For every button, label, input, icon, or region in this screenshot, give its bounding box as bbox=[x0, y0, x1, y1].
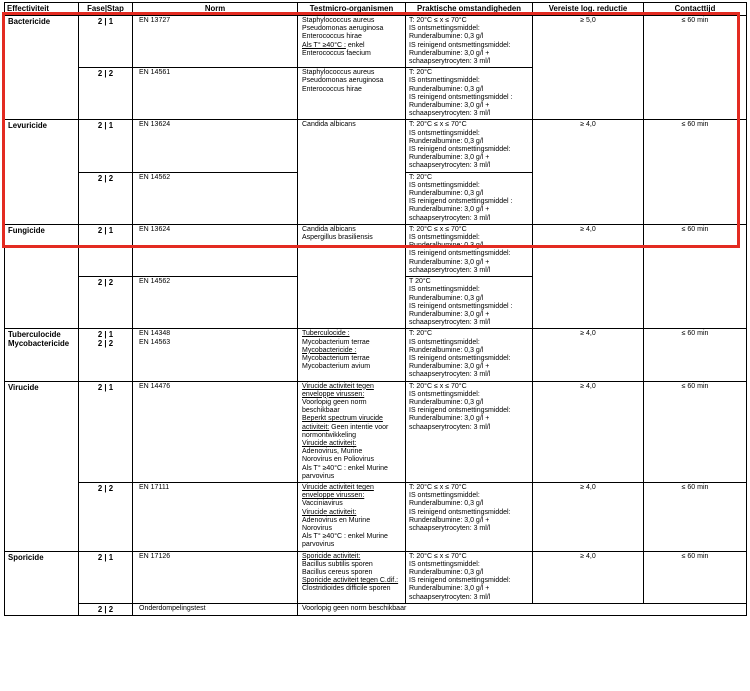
cell-line: schaapserytrocyten: 3 ml/l bbox=[409, 58, 491, 66]
organisms-cell bbox=[298, 381, 406, 482]
contacttijd-cell: ≤ 60 min bbox=[644, 329, 747, 381]
cell-line: Aspergillus brasiliensis bbox=[302, 234, 373, 242]
cell-line: schaapserytrocyten: 3 ml/l bbox=[409, 423, 491, 431]
conditions-cell bbox=[406, 381, 533, 482]
cell-line: IS reinigend ontsmettingsmiddel: bbox=[409, 250, 511, 258]
cell-line bbox=[302, 509, 402, 517]
norm-cell: EN 14476 bbox=[133, 381, 298, 482]
cell-line: T: 20°C ≤ x ≤ 70°C bbox=[409, 382, 467, 390]
norm-cell: EN 13624 bbox=[133, 224, 298, 276]
cell-line bbox=[302, 391, 402, 399]
cell-line bbox=[302, 383, 402, 391]
underlined-text: enveloppe virussen: bbox=[302, 390, 365, 398]
table-row bbox=[5, 120, 747, 172]
reductie-cell: ≥ 5,0 bbox=[533, 16, 644, 120]
reductie-cell: ≥ 4,0 bbox=[533, 482, 644, 551]
cell-line: Staphylococcus aureus bbox=[302, 69, 375, 77]
cell-line: Runderalbumine: 0,3 g/l bbox=[409, 294, 484, 302]
norm-cell bbox=[133, 329, 298, 381]
cell-line: IS ontsmettingsmiddel: bbox=[409, 181, 480, 189]
cell-line bbox=[302, 330, 402, 338]
effectiviteit-cell: Fungicide bbox=[5, 224, 79, 328]
cell-line: IS reinigend ontsmettingsmiddel : bbox=[409, 302, 513, 310]
cell-line: schaapserytrocyten: 3 ml/l bbox=[409, 319, 491, 327]
cell-line: IS ontsmettingsmiddel: bbox=[409, 560, 480, 568]
cell-line: schaapserytrocyten: 3 ml/l bbox=[409, 214, 491, 222]
organisms-cell bbox=[298, 68, 406, 120]
cell-line bbox=[302, 415, 402, 423]
norm-cell: EN 14561 bbox=[133, 68, 298, 120]
cell-line: Bacillus subtilis sporen bbox=[302, 560, 373, 568]
table-row bbox=[5, 381, 747, 482]
cell-line: Enterococcus faecium bbox=[302, 49, 371, 57]
cell-line: Pseudomonas aeruginosa bbox=[302, 77, 384, 85]
reductie-cell: ≥ 4,0 bbox=[533, 120, 644, 224]
cell-line: IS reinigend ontsmettingsmiddel: bbox=[409, 407, 511, 415]
fase-cell: 2 | 1 bbox=[79, 224, 133, 276]
norm-cell: EN 13624 bbox=[133, 120, 298, 172]
cell-line: Als T° ≥40°C : enkel Murine bbox=[302, 533, 388, 541]
fase-cell: 2 | 1 bbox=[79, 120, 133, 172]
effectiviteit-name-tuberculocide: Tuberculocide bbox=[8, 330, 61, 340]
underlined-text: enveloppe virussen: bbox=[302, 492, 365, 500]
underlined-text: Virucide activiteit tegen bbox=[302, 483, 374, 491]
cell-line: T: 20°C ≤ x ≤ 70°C bbox=[409, 17, 467, 24]
norm-cell: EN 13727 bbox=[133, 16, 298, 68]
cell-line: schaapserytrocyten: 3 ml/l bbox=[409, 266, 491, 274]
cell-line: IS reinigend ontsmettingsmiddel : bbox=[409, 93, 513, 101]
cell-line: Runderalbumine: 3,0 g/l + bbox=[409, 516, 490, 524]
contacttijd-cell: ≤ 60 min bbox=[644, 224, 747, 328]
contacttijd-cell: ≤ 60 min bbox=[644, 381, 747, 482]
cell-line: schaapserytrocyten: 3 ml/l bbox=[409, 162, 491, 170]
cell-line: Voorlopig geen norm bbox=[302, 398, 367, 406]
cell-line: Runderalbumine: 3,0 g/l + bbox=[409, 363, 490, 371]
cell-line: Clostridioides difficile sporen bbox=[302, 585, 391, 593]
table-row bbox=[5, 329, 747, 381]
norm-cell: Onderdompelingstest bbox=[133, 603, 298, 615]
cell-line: IS ontsmettingsmiddel: bbox=[409, 25, 480, 33]
organisms-cell bbox=[298, 224, 406, 328]
cell-line bbox=[302, 347, 402, 355]
header-omstandigheden: Praktische omstandigheden bbox=[406, 3, 533, 16]
cell-line: Runderalbumine: 0,3 g/l bbox=[409, 398, 484, 406]
cell-line: normontwikkeling bbox=[302, 431, 357, 439]
underlined-text: activiteit: bbox=[302, 423, 330, 431]
cell-line: Adenovirus, Murine bbox=[302, 448, 363, 456]
header-effectiviteit: Effectiviteit bbox=[5, 3, 79, 16]
conditions-cell bbox=[406, 551, 533, 603]
cell-line: Runderalbumine: 0,3 g/l bbox=[409, 242, 484, 250]
cell-line: IS reinigend ontsmettingsmiddel: bbox=[409, 354, 511, 362]
table-row bbox=[5, 16, 747, 68]
note-cell: Voorlopig geen norm beschikbaar bbox=[298, 603, 747, 615]
contacttijd-cell: ≤ 60 min bbox=[644, 16, 747, 120]
underlined-text: Sporicide activiteit: bbox=[302, 552, 361, 560]
contacttijd-cell: ≤ 60 min bbox=[644, 551, 747, 603]
cell-line: T 20°C bbox=[409, 278, 431, 286]
cell-line: Runderalbumine: 3,0 g/l + bbox=[409, 206, 490, 214]
fase-cell: 2 | 1 bbox=[79, 551, 133, 603]
organisms-cell bbox=[298, 16, 406, 68]
cell-line: Staphylococcus aureus bbox=[302, 17, 375, 24]
cell-line: IS ontsmettingsmiddel: bbox=[409, 338, 480, 346]
cell-line: Runderalbumine: 3,0 g/l + bbox=[409, 154, 490, 162]
contacttijd-cell: ≤ 60 min bbox=[644, 482, 747, 551]
cell-line: Runderalbumine: 0,3 g/l bbox=[409, 346, 484, 354]
contacttijd-cell: ≤ 60 min bbox=[644, 120, 747, 224]
effectiviteit-cell: Bactericide bbox=[5, 16, 79, 120]
cell-line: schaapserytrocyten: 3 ml/l bbox=[409, 371, 491, 379]
header-reductie: Vereiste log. reductie bbox=[533, 3, 644, 16]
cell-line: Vacciniavirus bbox=[302, 500, 343, 508]
conditions-cell bbox=[406, 172, 533, 224]
cell-line: Runderalbumine: 0,3 g/l bbox=[409, 137, 484, 145]
cell-line: IS ontsmettingsmiddel: bbox=[409, 77, 480, 85]
table-row bbox=[5, 224, 747, 276]
cell-line: activiteit: Geen intentie voor bbox=[302, 423, 389, 431]
underlined-text: Als T° ≥40°C : bbox=[302, 41, 346, 49]
cell-line: Runderalbumine: 3,0 g/l + bbox=[409, 415, 490, 423]
cell-line: Candida albicans bbox=[302, 225, 356, 233]
cell-line: T: 20°C ≤ x ≤ 70°C bbox=[409, 483, 467, 491]
conditions-cell bbox=[406, 68, 533, 120]
table-row bbox=[5, 603, 747, 615]
reductie-cell: ≥ 4,0 bbox=[533, 329, 644, 381]
underlined-text: Sporicide activiteit tegen C.dif.: bbox=[302, 577, 399, 585]
cell-line: Runderalbumine: 0,3 g/l bbox=[409, 500, 484, 508]
reductie-cell: ≥ 4,0 bbox=[533, 551, 644, 603]
cell-line: T: 20°C ≤ x ≤ 70°C bbox=[409, 552, 467, 560]
cell-line: IS reinigend ontsmettingsmiddel: bbox=[409, 508, 511, 516]
header-row bbox=[5, 3, 747, 16]
cell-line: schaapserytrocyten: 3 ml/l bbox=[409, 524, 491, 532]
table-row bbox=[5, 482, 747, 551]
cell-line: T: 20°C ≤ x ≤ 70°C bbox=[409, 121, 467, 129]
underlined-text: Beperkt spectrum virucide bbox=[302, 415, 383, 423]
cell-line: Adenovirus en Murine bbox=[302, 516, 371, 524]
effectiviteit-cell: Sporicide bbox=[5, 551, 79, 615]
effectiviteit-cell: Levuricide bbox=[5, 120, 79, 224]
conditions-cell bbox=[406, 482, 533, 551]
cell-line: Bacillus cereus sporen bbox=[302, 569, 373, 576]
reductie-cell: ≥ 4,0 bbox=[533, 224, 644, 328]
cell-line: IS ontsmettingsmiddel: bbox=[409, 234, 480, 242]
effectiviteit-name-mycobactericide: Mycobactericide bbox=[8, 339, 70, 349]
cell-line bbox=[302, 553, 402, 561]
cell-line: IS reinigend ontsmettingsmiddel: bbox=[409, 41, 511, 49]
cell-line bbox=[302, 577, 402, 585]
header-norm: Norm bbox=[133, 3, 298, 16]
conditions-cell bbox=[406, 16, 533, 68]
cell-line: Als T° ≥40°C : enkel bbox=[302, 41, 365, 49]
cell-line: Norovirus bbox=[302, 524, 332, 532]
cell-line: IS ontsmettingsmiddel: bbox=[409, 492, 480, 500]
underlined-text: Tuberculocide : bbox=[302, 330, 350, 338]
cell-line bbox=[302, 484, 402, 492]
cell-line: Runderalbumine: 3,0 g/l + bbox=[409, 258, 490, 266]
cell-line: Runderalbumine: 3,0 g/l + bbox=[409, 49, 490, 57]
cell-line: Enterococcus hirae bbox=[302, 85, 362, 93]
cell-line: Runderalbumine: 0,3 g/l bbox=[409, 33, 484, 41]
cell-line: Mycobacterium terrae bbox=[302, 354, 370, 362]
underlined-text: Mycobactericide : bbox=[302, 346, 357, 354]
cell-line: Als T° ≥40°C : enkel Murine bbox=[302, 464, 388, 472]
cell-line: T: 20°C bbox=[409, 330, 433, 338]
norm-cell: EN 14562 bbox=[133, 172, 298, 224]
cell-line: parvovirus bbox=[302, 472, 335, 480]
cell-line: T: 20°C ≤ x ≤ 70°C bbox=[409, 225, 467, 233]
table-row bbox=[5, 551, 747, 603]
conditions-cell bbox=[406, 120, 533, 172]
cell-line: Norovirus en Poliovirus bbox=[302, 456, 374, 464]
cell-line: Pseudomonas aeruginosa bbox=[302, 25, 384, 33]
cell-line: Runderalbumine: 3,0 g/l + bbox=[409, 310, 490, 318]
header-contacttijd: Contacttijd bbox=[644, 3, 747, 16]
cell-line: parvovirus bbox=[302, 541, 335, 549]
fase-cell: 2 | 2 bbox=[79, 172, 133, 224]
norm-cell: EN 17111 bbox=[133, 482, 298, 551]
header-organismen: Testmicro-organismen bbox=[298, 3, 406, 16]
underlined-text: Virucide activiteit tegen bbox=[302, 382, 374, 390]
cell-line: T: 20°C bbox=[409, 69, 433, 77]
cell-line: Runderalbumine: 0,3 g/l bbox=[409, 85, 484, 93]
cell-line bbox=[302, 440, 402, 448]
fase-cell: 2 | 1 bbox=[79, 381, 133, 482]
cell-line: Runderalbumine: 0,3 g/l bbox=[409, 190, 484, 198]
cell-line: IS reinigend ontsmettingsmiddel: bbox=[409, 146, 511, 154]
cell-line: schaapserytrocyten: 3 ml/l bbox=[409, 593, 491, 601]
cell-line: IS reinigend ontsmettingsmiddel : bbox=[409, 198, 513, 206]
cell-line: IS reinigend ontsmettingsmiddel: bbox=[409, 577, 511, 585]
fase-value: 2 | 2 bbox=[97, 339, 114, 349]
fase-cell bbox=[79, 329, 133, 381]
fase-cell: 2 | 2 bbox=[79, 277, 133, 329]
cell-line: Mycobacterium terrae bbox=[302, 338, 370, 346]
cell-line: beschikbaar bbox=[302, 407, 340, 415]
organisms-cell bbox=[298, 482, 406, 551]
cell-line: Runderalbumine: 3,0 g/l + bbox=[409, 102, 490, 110]
fase-cell: 2 | 2 bbox=[79, 68, 133, 120]
conditions-cell bbox=[406, 224, 533, 276]
underlined-text: Virucide activiteit: bbox=[302, 439, 357, 447]
organisms-cell bbox=[298, 329, 406, 381]
effectiviteit-cell: Virucide bbox=[5, 381, 79, 551]
conditions-cell bbox=[406, 329, 533, 381]
norm-value: EN 14348 bbox=[139, 330, 171, 338]
conditions-cell bbox=[406, 277, 533, 329]
cell-line: Runderalbumine: 3,0 g/l + bbox=[409, 585, 490, 593]
cell-line: IS ontsmettingsmiddel: bbox=[409, 286, 480, 294]
disinfectant-efficacy-table bbox=[4, 2, 747, 616]
organisms-cell bbox=[298, 551, 406, 603]
fase-cell: 2 | 1 bbox=[79, 16, 133, 68]
underlined-text: Virucide activiteit: bbox=[302, 508, 357, 516]
header-fase-stap: Fase|Stap bbox=[79, 3, 133, 16]
fase-value: 2 | 1 bbox=[97, 330, 114, 340]
cell-line: Mycobacterium avium bbox=[302, 363, 371, 371]
cell-line: T: 20°C bbox=[409, 173, 433, 181]
cell-line: IS ontsmettingsmiddel: bbox=[409, 129, 480, 137]
cell-line: Enterococcus hirae bbox=[302, 33, 362, 41]
cell-line: schaapserytrocyten: 3 ml/l bbox=[409, 110, 491, 118]
effectiviteit-cell bbox=[5, 329, 79, 381]
organisms-cell bbox=[298, 120, 406, 224]
cell-line: Runderalbumine: 0,3 g/l bbox=[409, 569, 484, 576]
cell-line: IS ontsmettingsmiddel: bbox=[409, 390, 480, 398]
norm-cell: EN 17126 bbox=[133, 551, 298, 603]
cell-line bbox=[302, 492, 402, 500]
cell-line: Candida albicans bbox=[302, 121, 356, 129]
norm-cell: EN 14562 bbox=[133, 277, 298, 329]
fase-cell: 2 | 2 bbox=[79, 603, 133, 615]
norm-value: EN 14563 bbox=[139, 338, 171, 346]
reductie-cell: ≥ 4,0 bbox=[533, 381, 644, 482]
fase-cell: 2 | 2 bbox=[79, 482, 133, 551]
